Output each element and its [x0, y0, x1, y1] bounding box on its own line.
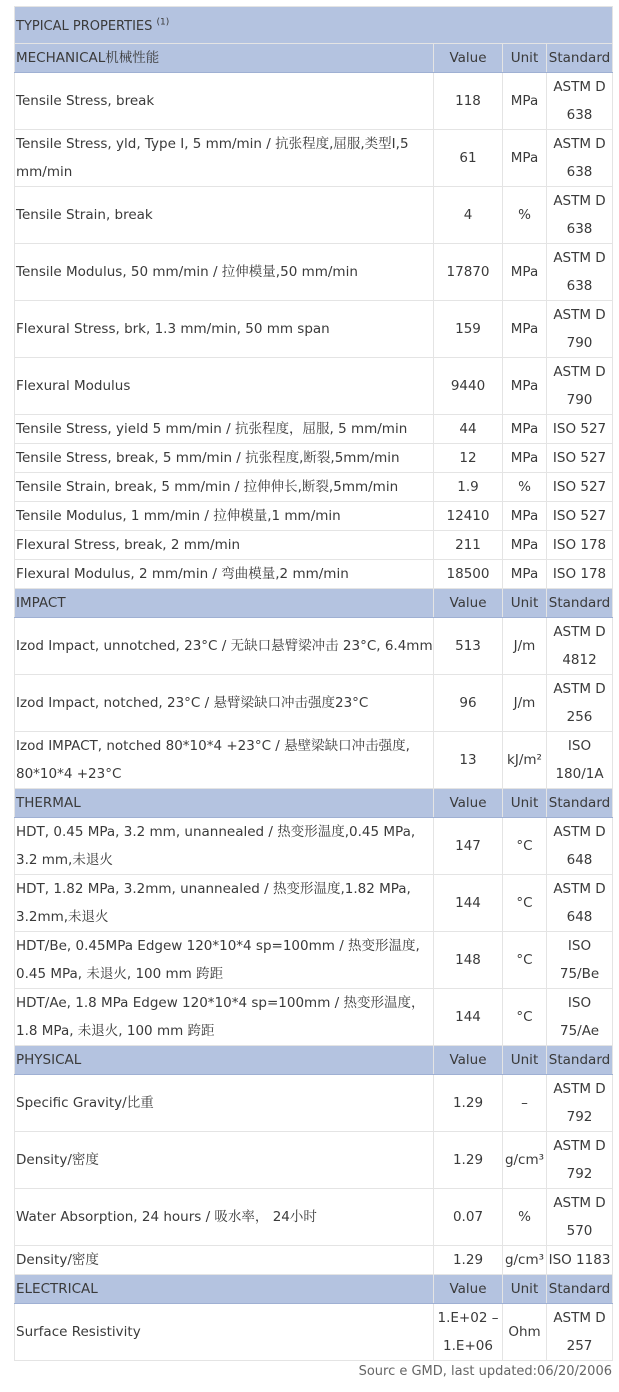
value-cell: 147 — [434, 818, 503, 875]
column-header-value: Value — [434, 1046, 503, 1075]
standard-cell: ASTM D 792 — [547, 1075, 613, 1132]
table-row — [15, 1246, 613, 1275]
standard-cell: ASTM D 648 — [547, 818, 613, 875]
table-row — [15, 301, 613, 358]
table-row — [15, 73, 613, 130]
property-cell: HDT/Be, 0.45MPa Edgew 120*10*4 sp=100mm / 热变形温度, 0.45 MPa, 未退火, 100 mm 跨距 — [15, 932, 434, 989]
value-cell: 12 — [434, 444, 503, 473]
column-header-standard: Standard — [547, 44, 613, 73]
unit-cell: J/m — [503, 675, 547, 732]
section-header-row — [15, 589, 613, 618]
standard-cell: ASTM D 257 — [547, 1304, 613, 1361]
table-row — [15, 618, 613, 675]
standard-cell: ISO 527 — [547, 415, 613, 444]
section-header-row — [15, 1046, 613, 1075]
column-header-value: Value — [434, 44, 503, 73]
table-row — [15, 675, 613, 732]
property-cell: Flexural Stress, brk, 1.3 mm/min, 50 mm span — [15, 301, 434, 358]
standard-cell: ISO 75/Be — [547, 932, 613, 989]
section-name: IMPACT — [15, 589, 434, 618]
section-header-row — [15, 44, 613, 73]
unit-cell: Ohm — [503, 1304, 547, 1361]
table-row — [15, 531, 613, 560]
table-row — [15, 130, 613, 187]
table-title — [15, 7, 613, 44]
table-row — [15, 502, 613, 531]
table-title-text: TYPICAL PROPERTIES — [16, 18, 153, 34]
property-cell: Water Absorption, 24 hours / 吸水率， 24小时 — [15, 1189, 434, 1246]
table-row — [15, 1189, 613, 1246]
standard-cell: ASTM D 570 — [547, 1189, 613, 1246]
column-header-standard: Standard — [547, 589, 613, 618]
column-header-unit: Unit — [503, 44, 547, 73]
value-cell: 44 — [434, 415, 503, 444]
standard-cell: ASTM D 790 — [547, 358, 613, 415]
table-title-footnote: (1) — [156, 17, 170, 28]
unit-cell: MPa — [503, 358, 547, 415]
table-row — [15, 187, 613, 244]
unit-cell: MPa — [503, 444, 547, 473]
unit-cell: °C — [503, 989, 547, 1046]
table-row — [15, 1075, 613, 1132]
standard-cell: ISO 527 — [547, 502, 613, 531]
section-name: MECHANICAL机械性能 — [15, 44, 434, 73]
property-cell: Tensile Stress, yld, Type I, 5 mm/min / 抗张程度,屈服,类型I,5 mm/min — [15, 130, 434, 187]
property-cell: Izod Impact, notched, 23°C / 悬臂梁缺口冲击强度23°C — [15, 675, 434, 732]
table-row — [15, 1132, 613, 1189]
property-cell: Tensile Stress, break — [15, 73, 434, 130]
property-cell: Flexural Modulus, 2 mm/min / 弯曲模量,2 mm/min — [15, 560, 434, 589]
standard-cell: ASTM D 638 — [547, 130, 613, 187]
unit-cell: – — [503, 1075, 547, 1132]
column-header-value: Value — [434, 589, 503, 618]
column-header-unit: Unit — [503, 589, 547, 618]
property-cell: HDT/Ae, 1.8 MPa Edgew 120*10*4 sp=100mm / 热变形温度，1.8 MPa, 未退火, 100 mm 跨距 — [15, 989, 434, 1046]
value-cell: 118 — [434, 73, 503, 130]
section-name: THERMAL — [15, 789, 434, 818]
property-cell: Flexural Stress, break, 2 mm/min — [15, 531, 434, 560]
unit-cell: kJ/m² — [503, 732, 547, 789]
property-cell: HDT, 1.82 MPa, 3.2mm, unannealed / 热变形温度,1.82 MPa, 3.2mm,未退火 — [15, 875, 434, 932]
standard-cell: ASTM D 638 — [547, 187, 613, 244]
standard-cell: ASTM D 648 — [547, 875, 613, 932]
standard-cell: ASTM D 256 — [547, 675, 613, 732]
property-cell: Specific Gravity/比重 — [15, 1075, 434, 1132]
table-row — [15, 473, 613, 502]
value-cell: 0.07 — [434, 1189, 503, 1246]
value-cell: 96 — [434, 675, 503, 732]
unit-cell: g/cm³ — [503, 1246, 547, 1275]
property-cell: Tensile Modulus, 1 mm/min / 拉伸模量,1 mm/min — [15, 502, 434, 531]
typical-properties-table — [14, 6, 613, 1361]
section-header-row — [15, 789, 613, 818]
table-row — [15, 932, 613, 989]
standard-cell: ISO 75/Ae — [547, 989, 613, 1046]
unit-cell: MPa — [503, 244, 547, 301]
unit-cell: °C — [503, 932, 547, 989]
value-cell: 12410 — [434, 502, 503, 531]
section-name: ELECTRICAL — [15, 1275, 434, 1304]
value-cell: 1.29 — [434, 1132, 503, 1189]
standard-cell: ASTM D 638 — [547, 244, 613, 301]
table-row — [15, 358, 613, 415]
value-cell: 144 — [434, 875, 503, 932]
value-cell: 513 — [434, 618, 503, 675]
table-row — [15, 415, 613, 444]
value-cell: 148 — [434, 932, 503, 989]
property-cell: Izod Impact, unnotched, 23°C / 无缺口悬臂梁冲击 23°C, 6.4mm — [15, 618, 434, 675]
column-header-value: Value — [434, 789, 503, 818]
property-cell: Tensile Strain, break, 5 mm/min / 拉伸伸长,断裂,5mm/min — [15, 473, 434, 502]
property-cell: Tensile Stress, yield 5 mm/min / 抗张程度，屈服, 5 mm/min — [15, 415, 434, 444]
value-cell: 13 — [434, 732, 503, 789]
section-header-row — [15, 1275, 613, 1304]
table-row — [15, 875, 613, 932]
value-cell: 61 — [434, 130, 503, 187]
standard-cell: ISO 178 — [547, 560, 613, 589]
standard-cell: ISO 1183 — [547, 1246, 613, 1275]
column-header-value: Value — [434, 1275, 503, 1304]
table-row — [15, 818, 613, 875]
property-cell: Tensile Stress, break, 5 mm/min / 抗张程度,断裂,5mm/min — [15, 444, 434, 473]
unit-cell: °C — [503, 818, 547, 875]
unit-cell: MPa — [503, 301, 547, 358]
table-row — [15, 989, 613, 1046]
property-cell: Tensile Modulus, 50 mm/min / 拉伸模量,50 mm/min — [15, 244, 434, 301]
unit-cell: % — [503, 473, 547, 502]
unit-cell: MPa — [503, 130, 547, 187]
unit-cell: % — [503, 187, 547, 244]
unit-cell: MPa — [503, 560, 547, 589]
property-cell: Density/密度 — [15, 1246, 434, 1275]
property-cell: Density/密度 — [15, 1132, 434, 1189]
standard-cell: ASTM D 790 — [547, 301, 613, 358]
value-cell: 1.9 — [434, 473, 503, 502]
value-cell: 9440 — [434, 358, 503, 415]
table-title-row — [15, 7, 613, 44]
source-note: Sourc e GMD, last updated:06/20/2006 — [358, 1364, 612, 1379]
standard-cell: ASTM D 4812 — [547, 618, 613, 675]
section-name: PHYSICAL — [15, 1046, 434, 1075]
unit-cell: g/cm³ — [503, 1132, 547, 1189]
table-row — [15, 244, 613, 301]
column-header-standard: Standard — [547, 1046, 613, 1075]
properties-table-container — [14, 6, 612, 1361]
standard-cell: ISO 178 — [547, 531, 613, 560]
value-cell: 18500 — [434, 560, 503, 589]
property-cell: HDT, 0.45 MPa, 3.2 mm, unannealed / 热变形温度,0.45 MPa, 3.2 mm,未退火 — [15, 818, 434, 875]
column-header-standard: Standard — [547, 1275, 613, 1304]
property-cell: Flexural Modulus — [15, 358, 434, 415]
unit-cell: % — [503, 1189, 547, 1246]
column-header-unit: Unit — [503, 1275, 547, 1304]
property-cell: Surface Resistivity — [15, 1304, 434, 1361]
value-cell: 1.29 — [434, 1075, 503, 1132]
table-row — [15, 560, 613, 589]
standard-cell: ISO 527 — [547, 444, 613, 473]
property-cell: Tensile Strain, break — [15, 187, 434, 244]
value-cell: 144 — [434, 989, 503, 1046]
column-header-unit: Unit — [503, 789, 547, 818]
standard-cell: ASTM D 792 — [547, 1132, 613, 1189]
unit-cell: MPa — [503, 415, 547, 444]
unit-cell: °C — [503, 875, 547, 932]
value-cell: 4 — [434, 187, 503, 244]
value-cell: 1.E+02 – 1.E+06 — [434, 1304, 503, 1361]
value-cell: 17870 — [434, 244, 503, 301]
table-row — [15, 1304, 613, 1361]
standard-cell: ISO 180/1A — [547, 732, 613, 789]
value-cell: 1.29 — [434, 1246, 503, 1275]
standard-cell: ASTM D 638 — [547, 73, 613, 130]
column-header-unit: Unit — [503, 1046, 547, 1075]
standard-cell: ISO 527 — [547, 473, 613, 502]
unit-cell: J/m — [503, 618, 547, 675]
unit-cell: MPa — [503, 73, 547, 130]
table-row — [15, 444, 613, 473]
unit-cell: MPa — [503, 502, 547, 531]
table-row — [15, 732, 613, 789]
column-header-standard: Standard — [547, 789, 613, 818]
property-cell: Izod IMPACT, notched 80*10*4 +23°C / 悬壁梁缺口冲击强度, 80*10*4 +23°C — [15, 732, 434, 789]
value-cell: 159 — [434, 301, 503, 358]
unit-cell: MPa — [503, 531, 547, 560]
value-cell: 211 — [434, 531, 503, 560]
